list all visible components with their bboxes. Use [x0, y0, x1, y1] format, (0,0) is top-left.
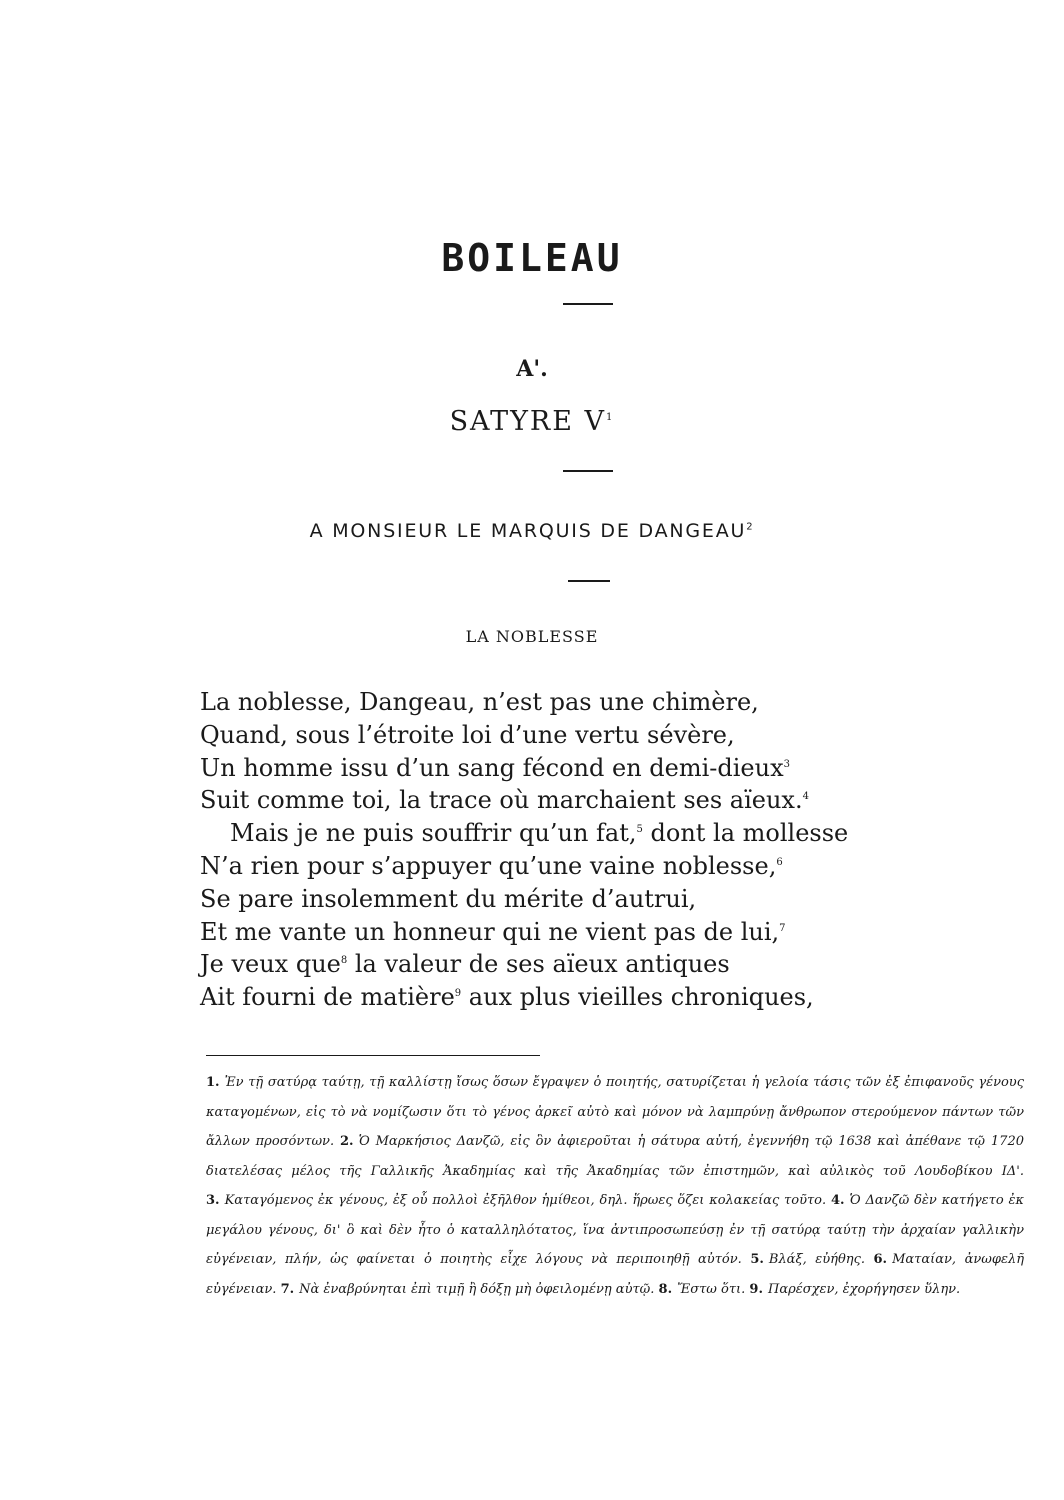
footnote-number: 2.: [339, 1134, 354, 1149]
verse-line: [200, 950, 730, 978]
satire-title-text: SATYRE V: [449, 406, 607, 437]
footnote-ref: 3: [783, 758, 791, 770]
verse-line: [200, 721, 735, 749]
footnote-number: 1.: [206, 1075, 220, 1090]
divider-rule: [568, 580, 610, 582]
dedication-text: A MONSIEUR LE MARQUIS DE DANGEAU: [309, 520, 747, 542]
verse-text: Ait fourni de matière: [200, 983, 455, 1012]
divider-rule: [563, 470, 613, 472]
verse-text-tail: la valeur de ses aïeux antiques: [347, 950, 730, 979]
verse-text: Se pare insolemment du mérite d’autrui,: [200, 884, 697, 913]
footnote-text: Ὁ Μαρκήσιος Δανζῶ, εἰς ὃν ἀφιεροῦται ἡ σάτυρα αὐτή, ἐγεννήθη τῷ 1638 καὶ ἀπέθανε τῷ 1720 διατελέσας μέλος τῆς Γαλλικῆς Ἀκαδημίας καὶ τῆς Ἀκαδημίας τῶν ἐπιστημῶν, καὶ αὐλικὸς τοῦ Λουδοβίκου ΙΔ'.: [206, 1134, 1024, 1179]
verse-line: [200, 688, 759, 716]
footnote-number: 3.: [206, 1193, 220, 1208]
footnote-text: Ἐν τῇ σατύρᾳ ταύτῃ, τῇ καλλίστῃ ἴσως ὅσων ἔγραψεν ὁ ποιητής, σατυρίζεται ἡ γελοία τάσις τῶν ἐξ ἐπιφανοῦς γένους καταγομένων, εἰς τὸ νὰ νομίζωσιν ὅτι τὸ γένος ἀρκεῖ αὐτὸ καὶ μόνον νὰ λαμπρύνῃ ἄνθρωπον στερούμενον πάντων τῶν ἄλλων προσόντων.: [206, 1075, 1024, 1149]
verse-line: [230, 819, 848, 847]
verse-text: Un homme issu d’un sang fécond en demi-dieux: [200, 753, 784, 782]
footnote-ref: 8: [340, 955, 348, 967]
footnote-ref: 1: [606, 412, 615, 423]
dedication: [0, 520, 1064, 542]
divider-rule: [563, 303, 613, 305]
verse-text-tail: aux plus vieilles chroniques,: [461, 983, 814, 1012]
footnote-ref: 6: [776, 857, 783, 868]
verse-line: [200, 983, 814, 1011]
verse-text: N’a rien pour s’appuyer qu’une vaine noblesse,: [200, 852, 777, 880]
verse-text: Quand, sous l’étroite loi d’une vertu sévère,: [200, 720, 735, 749]
poem-subtitle: LA NOBLESSE: [465, 627, 599, 646]
footnote-ref: 7: [779, 922, 786, 934]
verse-text: Je veux que: [200, 950, 341, 979]
footnote-text: Ματαίαν, ἀνωφελῆ εὐγένειαν.: [206, 1252, 1024, 1297]
footnote-ref: 2: [746, 521, 755, 533]
verse-text-tail: dont la mollesse: [642, 819, 849, 848]
footnotes: [206, 1068, 1024, 1304]
footnote-number: 7.: [280, 1281, 295, 1297]
footnote-text: Ὁ Δανζῶ δὲν κατήγετο ἐκ μεγάλου γένους, δι' ὃ καὶ δὲν ἦτο ὁ καταλληλότατος, ἵνα ἀντιπροσωπεύσῃ ἐν τῇ σατύρᾳ ταύτῃ τὴν ἀρχαίαν γαλλικὴν εὐγένειαν, πλήν, ὡς φαίνεται ὁ ποιητὴς εἶχε λόγους νὰ περιποιηθῇ αὐτόν.: [206, 1193, 1024, 1267]
footnote-text: Παρέσχεν, ἐχορήγησεν ὕλην.: [768, 1281, 961, 1297]
satire-title: [0, 406, 1064, 437]
verse-line: [200, 852, 783, 880]
section-label: A'.: [516, 356, 548, 382]
footnote-separator: [206, 1055, 540, 1056]
footnote-ref: 5: [636, 824, 643, 836]
footnote-number: 6.: [873, 1252, 888, 1267]
footnote-text: Βλάξ, εὐήθης.: [768, 1252, 865, 1267]
verse-line: [200, 885, 696, 913]
verse-line: [200, 786, 809, 814]
footnote-text: Νὰ ἐναβρύνηται ἐπὶ τιμῇ ἢ δόξῃ μὴ ὀφειλομένῃ αὐτῷ.: [299, 1281, 655, 1297]
footnote-number: 8.: [658, 1281, 673, 1297]
footnote-ref: 9: [454, 988, 462, 1000]
verse-text: Suit comme toi, la trace où marchaient ses aïeux.: [200, 786, 803, 815]
footnote-number: 9.: [749, 1281, 763, 1297]
verse-line: [200, 754, 790, 782]
verse-text: La noblesse, Dangeau, n’est pas une chimère,: [200, 688, 759, 716]
author-heading: BOILEAU: [441, 236, 623, 280]
footnote-number: 4.: [830, 1193, 845, 1208]
footnote-text: Ἔστω ὅτι.: [677, 1281, 746, 1297]
verse-line: [200, 918, 786, 946]
footnote-ref: 4: [802, 791, 809, 803]
verse-text: Et me vante un honneur qui ne vient pas de lui,: [200, 917, 780, 946]
footnote-number: 5.: [750, 1252, 764, 1267]
verse-text: Mais je ne puis souffrir qu’un fat,: [230, 819, 637, 848]
footnote-text: Καταγόμενος ἐκ γένους, ἐξ οὗ πολλοὶ ἐξῆλθον ἡμίθεοι, δηλ. ἥρωες ὅζει κολακείας τοῦτο.: [224, 1193, 827, 1208]
